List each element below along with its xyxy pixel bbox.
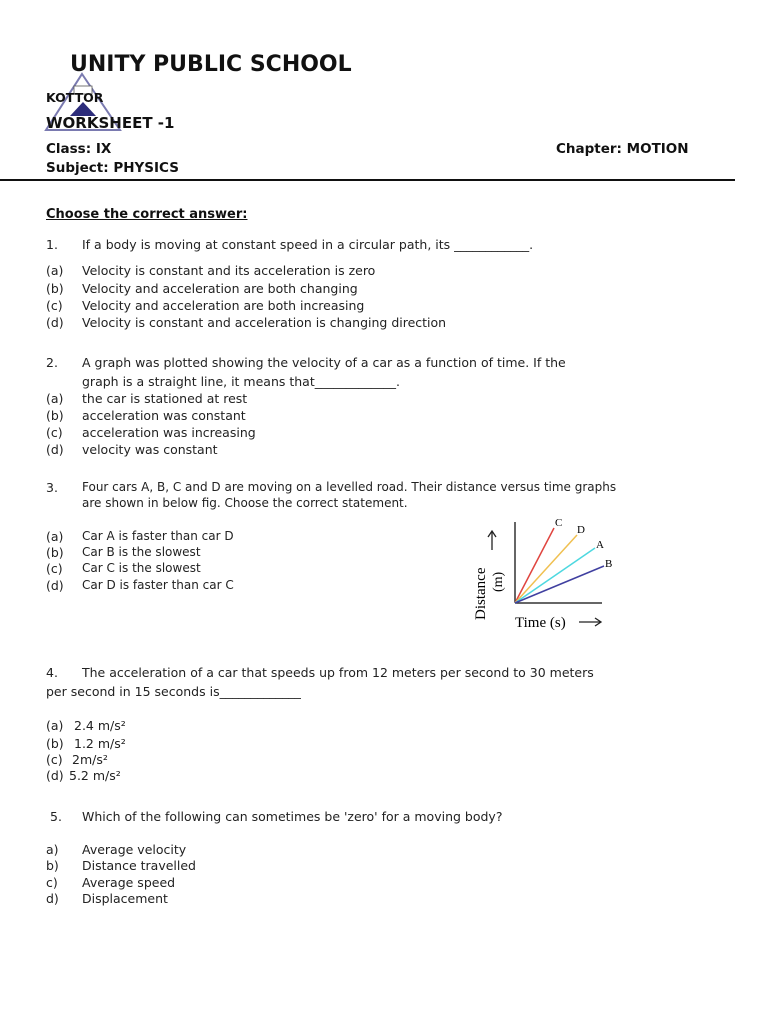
chapter-label: Chapter: MOTION <box>556 141 689 157</box>
question-text: The acceleration of a car that speeds up from 12 meters per second to 30 meters <box>82 665 594 680</box>
option-text: Average velocity <box>82 842 187 857</box>
option-text: Velocity is constant and its acceleration is zero <box>82 263 376 278</box>
option-text: Distance travelled <box>82 858 196 873</box>
label-a: A <box>596 539 604 551</box>
question-text: A graph was plotted showing the velocity of a car as a function of time. If the <box>82 355 566 370</box>
option-label: (b) <box>46 408 64 423</box>
option-label: (d) <box>46 578 64 593</box>
option-label: (d) <box>46 768 64 783</box>
option-text: Car C is the slowest <box>82 561 201 575</box>
option-text: Average speed <box>82 875 176 890</box>
label-d: D <box>577 524 585 536</box>
option-text: Car B is the slowest <box>82 545 201 559</box>
line-c <box>515 528 554 603</box>
line-d <box>515 535 577 603</box>
y-axis-label: Distance <box>473 567 489 620</box>
option-label: (a) <box>46 391 64 406</box>
question-text: If a body is moving at constant speed in a circular path, its ____________. <box>82 237 534 252</box>
option-text: the car is stationed at rest <box>82 391 248 406</box>
option-text: 1.2 m/s² <box>74 736 126 751</box>
option-text: Car A is faster than car D <box>82 529 234 543</box>
label-c: C <box>555 517 563 529</box>
option-label: (b) <box>46 736 64 751</box>
y-axis-unit: (m) <box>491 571 506 592</box>
option-text: 2m/s² <box>72 752 108 767</box>
question-number: 5. <box>50 809 62 824</box>
instruction: Choose the correct answer: <box>46 207 248 222</box>
option-text: acceleration was constant <box>82 408 246 423</box>
question-text: Four cars A, B, C and D are moving on a levelled road. Their distance versus time graphs <box>82 480 617 494</box>
option-text: Velocity is constant and acceleration is changing direction <box>82 315 447 330</box>
option-label: d) <box>46 891 59 906</box>
x-axis-label: Time (s) <box>515 615 566 631</box>
option-label: (d) <box>46 442 64 457</box>
option-label: (b) <box>46 545 64 560</box>
question-number: 3. <box>46 480 58 495</box>
option-text: 5.2 m/s² <box>69 768 121 783</box>
option-text: Velocity and acceleration are both changing <box>82 281 358 296</box>
question-number: 2. <box>46 355 58 370</box>
option-text: Car D is faster than car C <box>82 578 234 592</box>
option-label: (a) <box>46 263 64 278</box>
option-label: (c) <box>46 561 63 576</box>
question-number: 1. <box>46 237 58 252</box>
class-label: Class: IX <box>46 141 112 157</box>
option-label: (c) <box>46 425 63 440</box>
option-label: (b) <box>46 281 64 296</box>
option-label: (a) <box>46 529 64 544</box>
question-number: 4. <box>46 665 58 680</box>
question-text: Which of the following can sometimes be 'zero' for a moving body? <box>82 809 503 824</box>
option-text: Velocity and acceleration are both increasing <box>82 298 365 313</box>
option-label: (a) <box>46 718 64 733</box>
subject-label: Subject: PHYSICS <box>46 160 179 176</box>
option-label: (d) <box>46 315 64 330</box>
worksheet-title: WORKSHEET -1 <box>46 114 175 132</box>
option-label: c) <box>46 875 58 890</box>
question-text: per second in 15 seconds is_____________ <box>46 684 301 699</box>
question-text: graph is a straight line, it means that_____________. <box>82 374 400 389</box>
question-text: are shown in below fig. Choose the correct statement. <box>82 496 408 510</box>
option-text: 2.4 m/s² <box>74 718 126 733</box>
option-label: b) <box>46 858 59 873</box>
school-name: UNITY PUBLIC SCHOOL <box>70 52 352 77</box>
option-label: (c) <box>46 752 63 767</box>
option-label: a) <box>46 842 59 857</box>
distance-time-graph <box>462 508 622 636</box>
school-place: KOTTOR <box>46 90 104 105</box>
label-b: B <box>605 558 613 570</box>
header-divider <box>0 179 735 181</box>
option-text: acceleration was increasing <box>82 425 256 440</box>
option-text: velocity was constant <box>82 442 218 457</box>
option-text: Displacement <box>82 891 168 906</box>
option-label: (c) <box>46 298 63 313</box>
